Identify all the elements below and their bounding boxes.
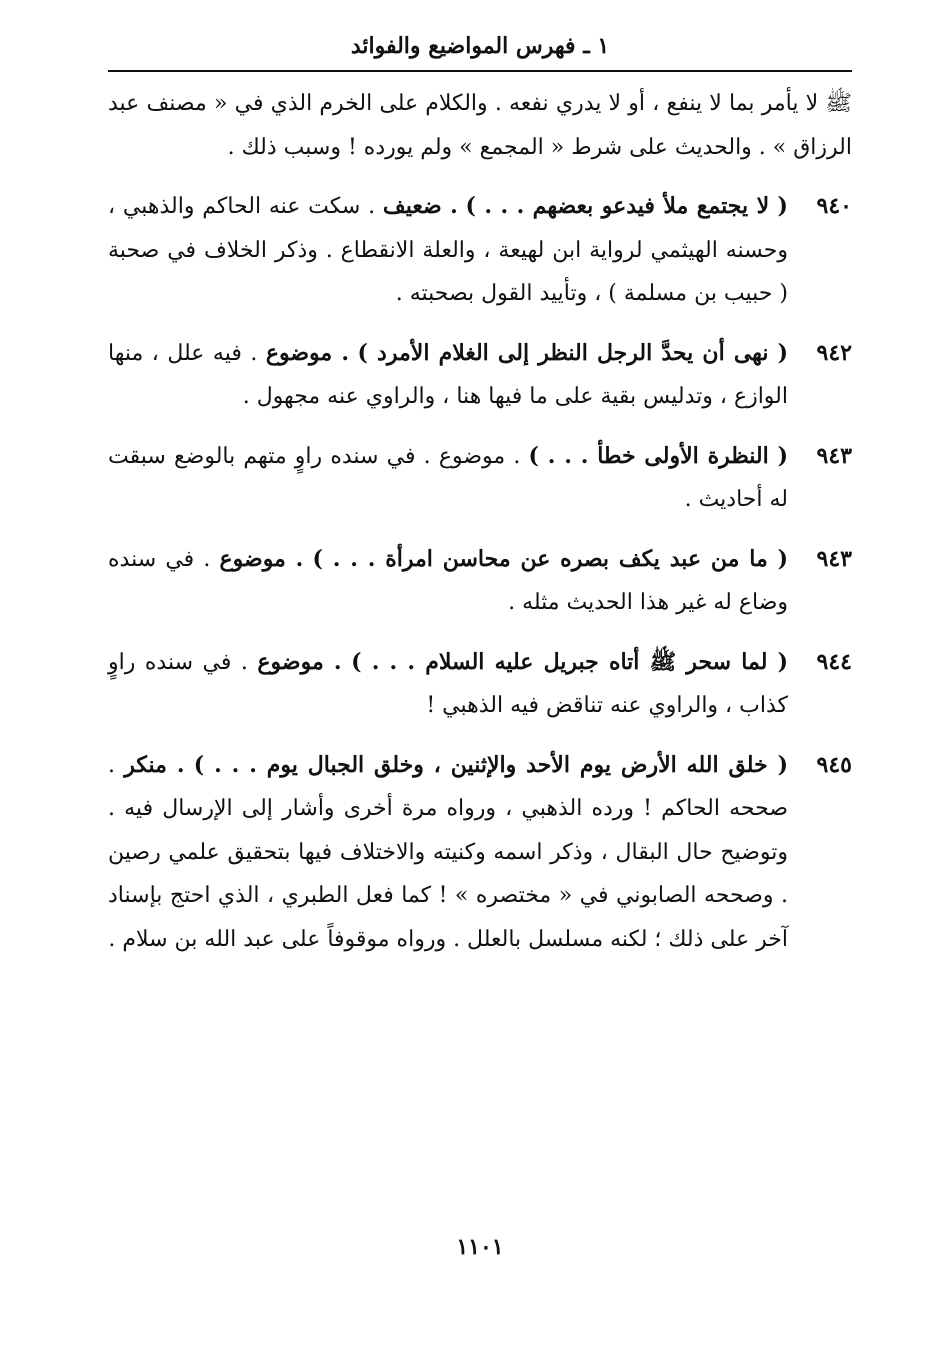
entry-title: ( ما من عبد يكف بصره عن محاسن امرأة . . . )	[312, 545, 789, 572]
entry-item	[108, 185, 852, 316]
entry-item	[108, 332, 852, 419]
entry-item	[108, 435, 852, 522]
entry-title: ( لما سحر ﷺ أتاه جبريل عليه السلام . . . )	[351, 648, 789, 675]
entry-verdict: . موضوع	[265, 339, 349, 366]
entry-text: . سكت عنه الحاكم والذهبي ، وحسنه الهيثمي لرواية ابن لهيعة ، والعلة الانقطاع . وذكر الخلاف في صحبة ( حبيب بن مسلمة ) ، وتأييد القول بصحبته .	[108, 194, 788, 306]
entry-verdict: . منكر	[124, 751, 185, 778]
entry-number: ٩٤٤	[816, 648, 852, 675]
page-header: ١ ـ فهرس المواضيع والفوائد	[350, 33, 610, 59]
entry-body	[108, 435, 788, 522]
entry-title: ( نهى أن يحدَّ الرجل النظر إلى الغلام الأمرد )	[357, 339, 789, 366]
page-number: ١١٠١	[456, 1234, 504, 1260]
entry-item	[108, 744, 852, 962]
entry-body	[108, 332, 788, 419]
entry-verdict: . موضوع	[257, 648, 342, 675]
entry-number: ٩٤٣	[816, 545, 852, 572]
entry-number: ٩٤٠	[816, 193, 852, 219]
entry-text: . موضوع . في سنده راوٍ متهم بالوضع سبقت له أحاديث .	[108, 443, 788, 512]
entry-item	[108, 641, 852, 728]
entry-number: ٩٤٣	[816, 442, 852, 469]
entry-text: . فيه علل ، منها الوازع ، وتدليس بقية على ما فيها هنا ، والراوي عنه مجهول .	[108, 340, 788, 409]
entry-body	[108, 185, 788, 316]
entry-body	[108, 744, 788, 962]
entry-text: . في سنده وضاع له غير هذا الحديث مثله .	[108, 546, 788, 615]
entry-title: ( خلق الله الأرض يوم الأحد والإثنين ، وخلق الجبال يوم . . . )	[193, 751, 788, 778]
page-body	[108, 82, 852, 961]
entry-number: ٩٤٢	[816, 339, 852, 366]
entry-title: ( النظرة الأولى خطأ . . . )	[528, 442, 788, 469]
entry-title: ( لا يجتمع ملأ فيدعو بعضهم . . . )	[465, 193, 788, 219]
header-rule	[108, 70, 852, 72]
entry-verdict: . ضعيف	[382, 193, 458, 219]
entry-item	[108, 538, 852, 625]
entry-body	[108, 641, 788, 728]
entry-text: . في سنده راوٍ كذاب ، والراوي عنه تناقض فيه الذهبي !	[108, 649, 788, 718]
entry-verdict: . موضوع	[219, 545, 304, 572]
intro-paragraph: ﷺ لا يأمر بما لا ينفع ، أو لا يدري نفعه . والكلام على الخرم الذي في « مصنف عبد الرزاق » . والحديث على شرط « المجمع » ولم يورده ! وسبب ذلك .	[108, 91, 852, 160]
entry-body	[108, 538, 788, 625]
entry-text: . صححه الحاكم ! ورده الذهبي ، ورواه مرة أخرى وأشار إلى الإرسال فيه . وتوضيح حال البقال ، وذكر اسمه وكنيته والاختلاف فيها بتحقيق علمي رصين . وصححه الصابوني في « مختصره » ! كما فعل الطبري ، الذي احتج بإسناد آخر على ذلك ؛ لكنه مسلسل بالعلل . ورواه موقوفاً على عبد الله بن سلام .	[108, 752, 788, 952]
entry-number: ٩٤٥	[816, 751, 852, 778]
